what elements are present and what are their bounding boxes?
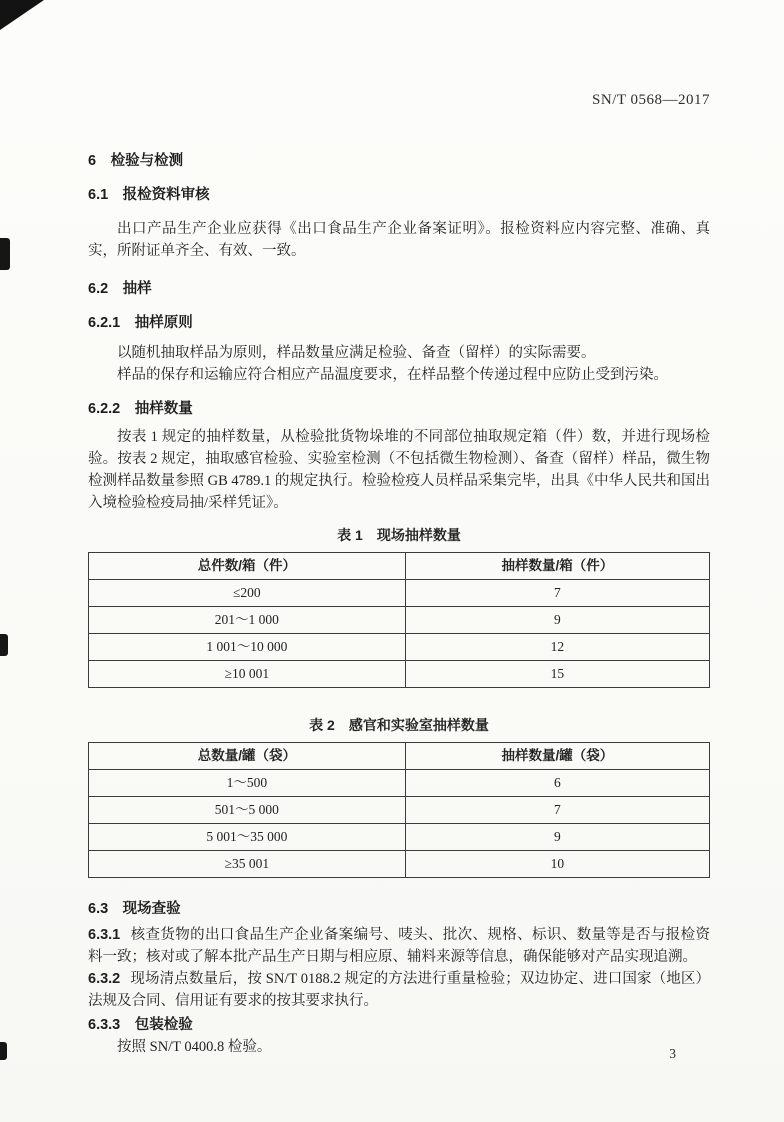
table-cell: 7 — [405, 797, 709, 824]
scan-artifact-corner — [0, 0, 44, 30]
table-1 — [88, 552, 710, 688]
table-row — [89, 634, 710, 661]
table-row — [89, 770, 710, 797]
table-cell: 6 — [405, 770, 709, 797]
table-1-header-row — [89, 553, 710, 580]
section-6-2-2-heading: 6.2.2 抽样数量 — [88, 401, 193, 417]
page-number: 3 — [669, 1046, 676, 1061]
table-cell: 10 — [405, 851, 709, 878]
scan-artifact-edge-2 — [0, 634, 8, 656]
section-6-1-heading: 6.1 报检资料审核 — [88, 187, 210, 203]
table-cell: 7 — [405, 580, 709, 607]
table-header-cell: 总件数/箱（件） — [89, 553, 406, 580]
table-1-caption: 表 1 现场抽样数量 — [337, 527, 461, 543]
table-cell: 501～5 000 — [89, 797, 406, 824]
table-header-cell: 抽样数量/箱（件） — [405, 553, 709, 580]
document-body — [88, 150, 710, 1058]
table-row — [89, 580, 710, 607]
section-6-3-heading: 6.3 现场查验 — [88, 901, 181, 917]
para-6-3-1 — [88, 924, 710, 968]
table-cell: 9 — [405, 607, 709, 634]
table-cell: 201～1 000 — [89, 607, 406, 634]
table-cell: 5 001～35 000 — [89, 824, 406, 851]
table-cell: 1～500 — [89, 770, 406, 797]
table-2-caption: 表 2 感官和实验室抽样数量 — [309, 717, 489, 733]
scan-artifact-edge-1 — [0, 238, 10, 270]
table-row — [89, 661, 710, 688]
table-cell: 15 — [405, 661, 709, 688]
table-row — [89, 824, 710, 851]
table-cell: ≤200 — [89, 580, 406, 607]
table-2 — [88, 742, 710, 878]
para-6-2-2: 按表 1 规定的抽样数量，从检验批货物垛堆的不同部位抽取规定箱（件）数，并进行现场检验。按表 2 规定，抽取感官检验、实验室检测（不包括微生物检测）、备查（留样）样品，微生物检测样品数量参照 GB 4789.1 的规定执行。检验检疫人员样品采集完毕，出具《中华人民共和国出入境检验检疫局抽/采样凭证》。 — [88, 429, 710, 511]
para-6-1: 出口产品生产企业应获得《出口食品生产企业备案证明》。报检资料应内容完整、准确、真实，所附证单齐全、有效、一致。 — [88, 221, 710, 259]
clause-number-6-3-2: 6.3.2 — [88, 971, 121, 987]
clause-text-6-3-2: 现场清点数量后，按 SN/T 0188.2 规定的方法进行重量检验；双边协定、进口国家（地区）法规及合同、信用证有要求的按其要求执行。 — [88, 971, 710, 1009]
table-header-cell: 总数量/罐（袋） — [89, 743, 406, 770]
table-header-cell: 抽样数量/罐（袋） — [405, 743, 709, 770]
table-row — [89, 607, 710, 634]
para-6-2-1-a: 以随机抽取样品为原则，样品数量应满足检验、备查（留样）的实际需要。 — [117, 345, 596, 361]
para-6-3-3: 按照 SN/T 0400.8 检验。 — [117, 1039, 272, 1055]
standard-number: SN/T 0568—2017 — [592, 92, 710, 108]
section-6-2-heading: 6.2 抽样 — [88, 281, 152, 297]
section-6-2-1-heading: 6.2.1 抽样原则 — [88, 315, 193, 331]
table-2-header-row — [89, 743, 710, 770]
table-cell: ≥35 001 — [89, 851, 406, 878]
para-6-3-2 — [88, 968, 710, 1012]
section-6-3-3-heading: 6.3.3 包装检验 — [88, 1017, 193, 1033]
clause-number-6-3-1: 6.3.1 — [88, 927, 121, 943]
table-row — [89, 797, 710, 824]
table-cell: 12 — [405, 634, 709, 661]
clause-text-6-3-1: 核查货物的出口食品生产企业备案编号、唛头、批次、规格、标识、数量等是否与报检资料一致；核对或了解本批产品生产日期与相应原、辅料来源等信息，确保能够对产品实现追溯。 — [88, 927, 710, 965]
table-cell: ≥10 001 — [89, 661, 406, 688]
scan-artifact-edge-3 — [0, 1042, 7, 1060]
section-6-heading: 6 检验与检测 — [88, 153, 184, 169]
para-6-2-1-b: 样品的保存和运输应符合相应产品温度要求，在样品整个传递过程中应防止受到污染。 — [117, 367, 668, 383]
table-cell: 1 001～10 000 — [89, 634, 406, 661]
table-cell: 9 — [405, 824, 709, 851]
table-row — [89, 851, 710, 878]
